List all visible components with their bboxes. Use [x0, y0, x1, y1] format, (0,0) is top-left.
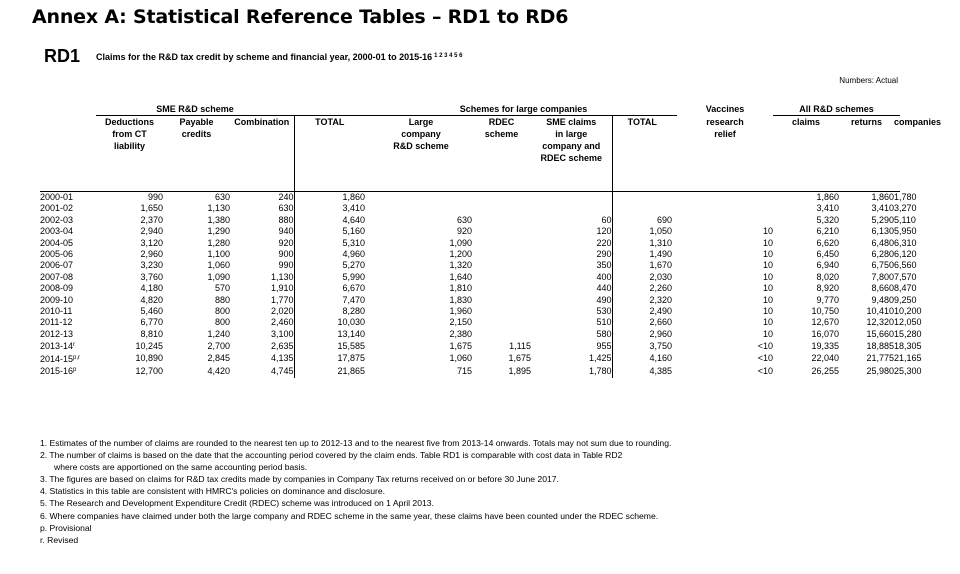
- value-cell: 1,895: [508, 365, 531, 376]
- year-cell: 2009-10: [40, 294, 74, 305]
- value-cell: 800: [214, 306, 230, 317]
- footnote: 1. Estimates of the number of claims are rounded to the nearest ten up to 2012-13 and to the nearest five from 2013-14 onwards. Totals may not sum due to rounding.: [40, 438, 672, 448]
- value-cell: 510: [531, 317, 612, 328]
- value-cell: 13,140: [337, 328, 365, 339]
- value-cell: 10: [762, 283, 773, 294]
- year-cell: 2001-02: [40, 203, 74, 214]
- value-cell: [472, 215, 531, 226]
- value-cell: [472, 226, 531, 237]
- value-cell: <10: [757, 353, 773, 364]
- value-cell: 21,865: [337, 365, 365, 376]
- value-cell: 880: [214, 294, 230, 305]
- value-cell: 4,180: [140, 283, 163, 294]
- value-cell: 5,270: [342, 260, 365, 271]
- value-cell: 8,280: [342, 306, 365, 317]
- value-cell: 955: [531, 340, 612, 352]
- value-cell: 350: [531, 260, 612, 271]
- value-cell: 1,310: [649, 237, 672, 248]
- value-cell: 1,670: [649, 260, 672, 271]
- year-cell: 2014-15$^{p,r}$: [40, 353, 81, 364]
- col-sme-total: TOTAL: [315, 117, 345, 127]
- value-cell: [472, 306, 531, 317]
- value-cell: 3,410: [816, 203, 839, 214]
- table-row: [40, 340, 900, 352]
- value-cell: 15,660: [866, 328, 894, 339]
- footnote: p. Provisional: [40, 522, 92, 533]
- value-cell: 2,660: [649, 317, 672, 328]
- value-cell: 880: [230, 215, 294, 226]
- value-cell: 1,780: [894, 192, 917, 202]
- value-cell: 580: [531, 329, 612, 340]
- value-cell: 1,770: [230, 295, 294, 306]
- value-cell: 18,885: [866, 340, 894, 351]
- value-cell: 4,640: [342, 214, 365, 225]
- value-cell: [612, 192, 677, 204]
- group-header-row: [40, 103, 900, 116]
- value-cell: 16,070: [811, 328, 839, 339]
- value-cell: 1,810: [449, 283, 472, 294]
- value-cell: 715: [456, 365, 472, 376]
- table-row: [40, 306, 900, 317]
- value-cell: 1,640: [449, 271, 472, 282]
- value-cell: 8,810: [140, 328, 163, 339]
- value-cell: 1,240: [207, 328, 230, 339]
- caption-note-refs: 1 2 3 4 5 6: [434, 53, 463, 59]
- year-cell: 2015-16$^p$: [40, 366, 77, 377]
- value-cell: 10: [762, 317, 773, 328]
- col-payable-credits: Payable credits: [179, 117, 214, 139]
- value-cell: 6,210: [816, 226, 839, 237]
- table-row: [40, 317, 900, 328]
- value-cell: 1,090: [207, 271, 230, 282]
- table-row: [40, 283, 900, 294]
- value-cell: 1,290: [207, 226, 230, 237]
- value-cell: [677, 203, 773, 214]
- value-cell: [472, 192, 531, 204]
- value-cell: 990: [230, 260, 294, 271]
- value-cell: 6,130: [871, 226, 894, 237]
- footnote: 4. Statistics in this table are consistent with HMRC's policies on dominance and disclosure.: [40, 486, 386, 497]
- caption-text: Claims for the R&D tax credit by scheme and financial year, 2000-01 to 2015-16: [96, 52, 433, 62]
- value-cell: [531, 203, 612, 214]
- footnote: 2. The number of claims is based on the date that the accounting period covered by the claim ends. Table RD1 is comparable with cost data in Table RD2: [40, 450, 623, 461]
- units-label: Numbers: Actual: [839, 76, 898, 85]
- value-cell: 1,675: [508, 353, 531, 364]
- value-cell: 10: [762, 226, 773, 237]
- value-cell: 3,410: [342, 203, 365, 214]
- value-cell: 10: [762, 328, 773, 339]
- value-cell: 21,775: [866, 353, 894, 364]
- value-cell: [612, 203, 677, 214]
- value-cell: 800: [214, 317, 230, 328]
- year-cell: 2007-08: [40, 271, 74, 282]
- value-cell: 6,620: [816, 237, 839, 248]
- value-cell: 19,335: [811, 340, 839, 351]
- value-cell: 7,470: [342, 294, 365, 305]
- value-cell: 15,585: [337, 340, 365, 351]
- value-cell: 10: [762, 237, 773, 248]
- value-cell: 10,750: [811, 306, 839, 317]
- year-cell: 2004-05: [40, 237, 74, 248]
- value-cell: 1,425: [531, 353, 612, 365]
- value-cell: 2,960: [140, 249, 163, 260]
- value-cell: 1,490: [649, 249, 672, 260]
- footnote: 5. The Research and Development Expenditure Credit (RDEC) scheme was introduced on 1 April 2013.: [40, 498, 434, 509]
- value-cell: 1,115: [509, 340, 531, 351]
- value-cell: [472, 238, 531, 249]
- value-cell: 2,845: [207, 353, 230, 364]
- value-cell: [472, 283, 531, 294]
- value-cell: 6,480: [871, 237, 894, 248]
- value-cell: 9,480: [871, 294, 894, 305]
- value-cell: 25,300: [894, 365, 922, 376]
- value-cell: 10,030: [337, 317, 365, 328]
- value-cell: 920: [230, 238, 294, 249]
- value-cell: [677, 192, 773, 204]
- value-cell: 570: [214, 283, 230, 294]
- value-cell: 2,370: [140, 214, 163, 225]
- value-cell: 5,160: [342, 226, 365, 237]
- year-cell: 2006-07: [40, 260, 74, 271]
- value-cell: 1,910: [230, 283, 294, 294]
- value-cell: 900: [230, 249, 294, 260]
- value-cell: 22,040: [811, 353, 839, 364]
- value-cell: [472, 272, 531, 283]
- value-cell: 1,860: [294, 192, 370, 204]
- value-cell: 530: [531, 306, 612, 317]
- value-cell: 2,700: [207, 340, 230, 351]
- table-row: [40, 203, 900, 214]
- value-cell: [472, 295, 531, 306]
- year-cell: 2005-06: [40, 249, 74, 260]
- value-cell: 5,320: [816, 214, 839, 225]
- value-cell: 5,310: [342, 237, 365, 248]
- value-cell: 1,830: [449, 294, 472, 305]
- table-row: [40, 215, 900, 226]
- value-cell: 7,800: [871, 271, 894, 282]
- col-rdec: RDEC scheme: [484, 117, 519, 139]
- value-cell: 1,320: [449, 260, 472, 271]
- value-cell: 6,940: [816, 260, 839, 271]
- value-cell: 10: [762, 294, 773, 305]
- value-cell: 1,100: [207, 249, 230, 260]
- value-cell: 6,560: [894, 260, 917, 271]
- value-cell: 10: [762, 260, 773, 271]
- value-cell: 990: [96, 192, 163, 204]
- value-cell: 1,650: [140, 203, 163, 214]
- value-cell: 3,120: [140, 237, 163, 248]
- value-cell: 2,260: [649, 283, 672, 294]
- value-cell: [370, 203, 472, 214]
- value-cell: 60: [531, 215, 612, 226]
- value-cell: 1,130: [230, 272, 294, 283]
- table-row: [40, 192, 900, 204]
- value-cell: 1,060: [207, 260, 230, 271]
- col-companies: companies: [894, 117, 942, 127]
- value-cell: 12,320: [866, 317, 894, 328]
- value-cell: 1,380: [207, 214, 230, 225]
- value-cell: 6,450: [816, 249, 839, 260]
- col-returns: returns: [850, 117, 882, 127]
- table-row: [40, 226, 900, 237]
- value-cell: 6,310: [894, 237, 917, 248]
- year-cell: 2008-09: [40, 283, 74, 294]
- value-cell: 290: [531, 249, 612, 260]
- value-cell: 2,030: [649, 271, 672, 282]
- value-cell: 4,960: [342, 249, 365, 260]
- value-cell: 920: [456, 226, 472, 237]
- year-cell: 2011-12: [40, 317, 73, 328]
- value-cell: 630: [230, 203, 294, 214]
- value-cell: 8,920: [816, 283, 839, 294]
- value-cell: 5,460: [140, 306, 163, 317]
- value-cell: 120: [531, 226, 612, 237]
- value-cell: 8,660: [871, 283, 894, 294]
- value-cell: 5,990: [342, 271, 365, 282]
- value-cell: 4,820: [140, 294, 163, 305]
- value-cell: [472, 260, 531, 271]
- value-cell: 3,410: [871, 203, 894, 214]
- value-cell: [472, 249, 531, 260]
- value-cell: 2,020: [230, 306, 294, 317]
- value-cell: 4,160: [649, 353, 672, 364]
- value-cell: 1,280: [207, 237, 230, 248]
- value-cell: 10,200: [894, 306, 922, 317]
- rd1-claims-table: [40, 103, 942, 378]
- value-cell: 15,280: [894, 328, 922, 339]
- value-cell: 4,745: [230, 365, 294, 377]
- value-cell: 4,135: [230, 353, 294, 365]
- value-cell: 3,270: [894, 203, 917, 214]
- value-cell: 4,420: [207, 365, 230, 376]
- value-cell: 1,675: [449, 340, 472, 351]
- group-header-sme: SME R&D scheme: [96, 103, 294, 116]
- value-cell: 1,090: [449, 237, 472, 248]
- value-cell: 21,165: [894, 353, 922, 364]
- value-cell: 6,670: [342, 283, 365, 294]
- value-cell: 220: [531, 238, 612, 249]
- year-cell: 2012-13: [40, 328, 74, 339]
- value-cell: 25,980: [866, 365, 894, 376]
- value-cell: 2,150: [449, 317, 472, 328]
- table-row: [40, 295, 900, 306]
- value-cell: 2,460: [230, 317, 294, 328]
- value-cell: 10,245: [135, 340, 163, 351]
- value-cell: [370, 192, 472, 204]
- value-cell: 3,760: [140, 271, 163, 282]
- value-cell: 2,940: [140, 226, 163, 237]
- value-cell: 6,280: [871, 249, 894, 260]
- group-header-vaccines: Vaccines: [705, 104, 745, 114]
- value-cell: 1,860: [839, 192, 894, 204]
- col-combination: Combination: [230, 116, 294, 192]
- value-cell: [472, 203, 531, 214]
- value-cell: 2,320: [649, 294, 672, 305]
- table-code: RD1: [44, 46, 81, 66]
- value-cell: 440: [531, 283, 612, 294]
- value-cell: 8,020: [816, 271, 839, 282]
- value-cell: 1,060: [449, 353, 472, 364]
- year-cell: 2002-03: [40, 214, 74, 225]
- value-cell: <10: [757, 365, 773, 376]
- page-title: Annex A: Statistical Reference Tables – RD1 to RD6: [32, 6, 569, 28]
- value-cell: 10: [762, 271, 773, 282]
- value-cell: 18,305: [894, 340, 922, 351]
- value-cell: 1,960: [449, 306, 472, 317]
- col-large-company: Large company R&D scheme: [393, 117, 449, 151]
- value-cell: 3,100: [230, 329, 294, 340]
- value-cell: 10: [762, 249, 773, 260]
- value-cell: 10,410: [866, 306, 894, 317]
- value-cell: 1,780: [531, 365, 612, 377]
- value-cell: 1,130: [207, 203, 230, 214]
- group-header-large: Schemes for large companies: [370, 103, 677, 116]
- value-cell: 6,770: [140, 317, 163, 328]
- value-cell: 3,230: [140, 260, 163, 271]
- year-cell: 2003-04: [40, 226, 74, 237]
- value-cell: 6,750: [871, 260, 894, 271]
- footnote: 6. Where companies have claimed under both the large company and RDEC scheme in the same year, these claims have been counted under the RDEC scheme.: [40, 510, 659, 521]
- footnote: r. Revised: [40, 534, 79, 545]
- value-cell: 12,700: [135, 365, 163, 376]
- value-cell: 1,200: [449, 249, 472, 260]
- value-cell: 2,490: [649, 306, 672, 317]
- footnote: where costs are apportioned on the same accounting period basis.: [54, 462, 308, 473]
- col-sme-claims-large: SME claims in large company and RDEC scheme: [531, 116, 612, 192]
- table-row: [40, 260, 900, 271]
- year-cell: 2013-14$^r$: [40, 341, 76, 352]
- value-cell: 6,120: [894, 249, 917, 260]
- year-cell: 2000-01: [40, 192, 96, 204]
- value-cell: 490: [531, 295, 612, 306]
- value-cell: 8,470: [894, 283, 917, 294]
- value-cell: <10: [757, 340, 773, 351]
- table-row: [40, 365, 900, 377]
- year-cell: 2010-11: [40, 306, 73, 317]
- table-row: [40, 353, 900, 365]
- value-cell: 4,385: [649, 365, 672, 376]
- value-cell: 400: [531, 272, 612, 283]
- value-cell: 9,250: [894, 294, 917, 305]
- table-row: [40, 329, 900, 340]
- group-header-all: All R&D schemes: [773, 103, 900, 116]
- footnotes: [40, 437, 671, 546]
- value-cell: 240: [230, 192, 294, 204]
- value-cell: 5,950: [894, 226, 917, 237]
- value-cell: 2,960: [649, 328, 672, 339]
- table-caption: [96, 52, 463, 62]
- table-row: [40, 249, 900, 260]
- value-cell: 7,570: [894, 271, 917, 282]
- value-cell: [677, 215, 773, 226]
- value-cell: 2,635: [230, 340, 294, 352]
- value-cell: 940: [230, 226, 294, 237]
- table-row: [40, 272, 900, 283]
- value-cell: 3,750: [649, 340, 672, 351]
- footnote: 3. The figures are based on claims for R&D tax credits made by companies in Company Tax returns received on or before 30 June 2017.: [40, 474, 559, 485]
- value-cell: 5,290: [871, 214, 894, 225]
- col-large-total: TOTAL: [627, 117, 657, 127]
- col-vaccines-relief: research relief: [706, 116, 744, 139]
- value-cell: 26,255: [811, 365, 839, 376]
- value-cell: [531, 192, 612, 204]
- value-cell: 1,860: [773, 192, 839, 204]
- value-cell: 2,380: [449, 328, 472, 339]
- col-deductions: Deductions from CT liability: [104, 117, 154, 151]
- value-cell: 1,050: [649, 226, 672, 237]
- value-cell: 690: [656, 214, 672, 225]
- table-row: [40, 238, 900, 249]
- value-cell: 630: [163, 192, 230, 204]
- value-cell: 12,050: [894, 317, 922, 328]
- col-claims: claims: [791, 117, 821, 127]
- value-cell: 9,770: [816, 294, 839, 305]
- value-cell: 630: [456, 214, 472, 225]
- column-header-row: [40, 116, 900, 192]
- value-cell: 10: [762, 306, 773, 317]
- table-body: [40, 192, 922, 378]
- value-cell: 10,890: [135, 353, 163, 364]
- value-cell: [472, 329, 531, 340]
- value-cell: 12,670: [811, 317, 839, 328]
- value-cell: 5,110: [894, 214, 916, 225]
- value-cell: 17,875: [337, 353, 365, 364]
- value-cell: [472, 317, 531, 328]
